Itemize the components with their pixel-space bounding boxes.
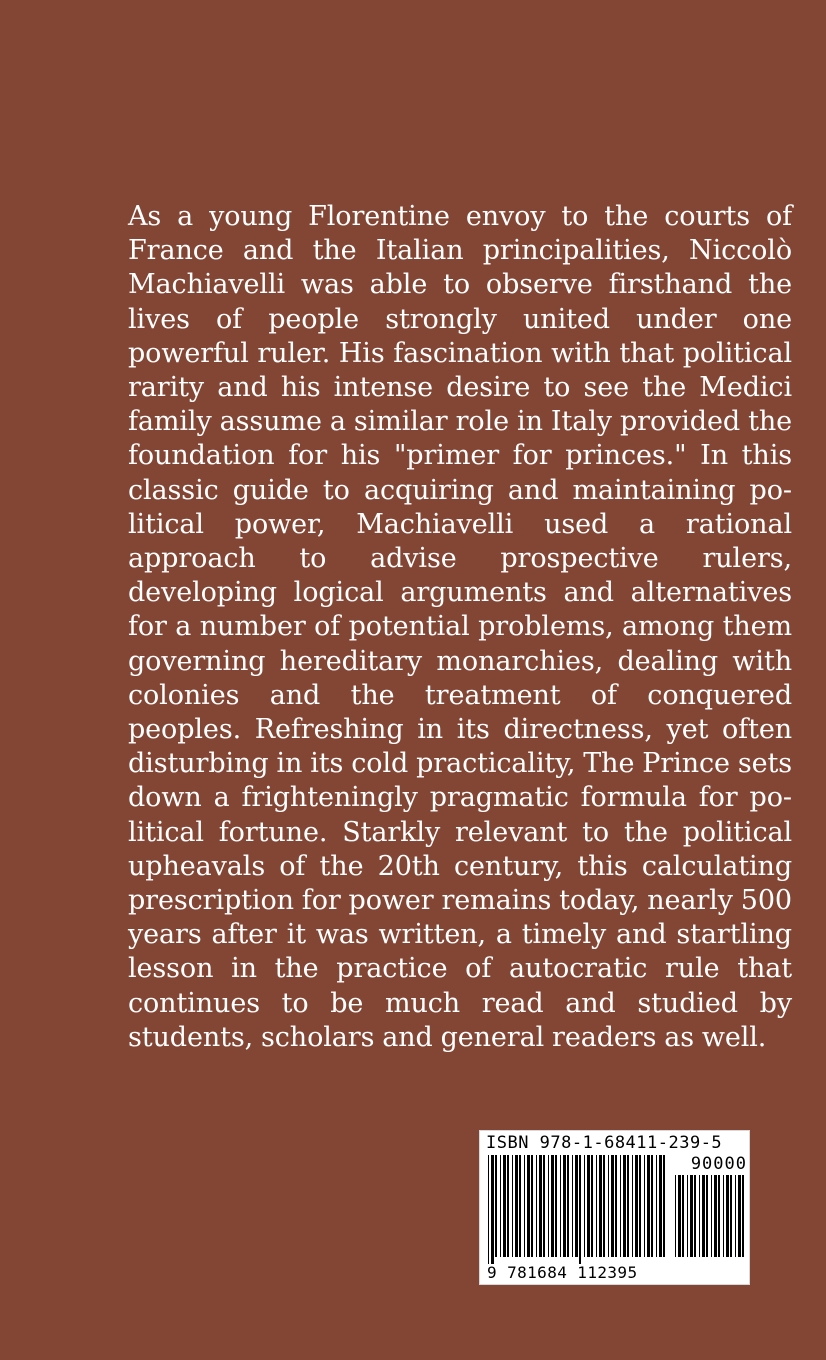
barcode-bar [507,1155,509,1257]
barcode-bar [555,1155,557,1257]
barcode-bar [742,1175,744,1257]
barcode-bar [635,1155,638,1257]
barcode-bar [647,1155,650,1257]
barcode-bar [503,1155,506,1257]
barcode-bar [575,1155,578,1257]
barcode-bar [527,1155,530,1257]
barcode-bar [524,1155,525,1257]
barcode-bar [702,1175,705,1257]
barcode-bar [587,1155,590,1257]
barcode-bar [599,1155,602,1257]
barcode-bar [620,1155,621,1257]
barcode-bar [711,1175,712,1257]
barcode-bar [551,1155,554,1257]
barcode-bar [714,1175,717,1257]
barcode-bar [723,1175,724,1257]
barcode-bar [603,1155,605,1257]
barcode-bar [687,1175,688,1257]
isbn-barcode-block [479,1130,750,1285]
barcode-bar [663,1155,665,1257]
barcode-bar [548,1155,549,1257]
barcode-bar [572,1155,573,1257]
price-addon-barcode [675,1175,745,1265]
barcode-bar [730,1175,732,1257]
barcode-bar [726,1175,729,1257]
barcode-bar [519,1155,521,1257]
barcode-bar [596,1155,597,1257]
barcode-bar [543,1155,545,1257]
barcode-bar [608,1155,609,1257]
barcode-bar [699,1175,700,1257]
barcode-bar [539,1155,542,1257]
barcode-bar [623,1155,626,1257]
barcode-bar [512,1155,513,1257]
barcode-bar [690,1175,693,1257]
barcode-bar [659,1155,662,1257]
ean13-barcode [488,1155,668,1265]
barcode-bar [500,1155,501,1257]
barcode-bar [560,1155,561,1257]
barcode-bar [515,1155,518,1257]
barcode-bar [651,1155,653,1257]
barcode-bar [735,1175,736,1257]
barcode-bar [567,1155,569,1257]
barcode-bar [488,1155,489,1265]
barcode-bar [682,1175,684,1257]
barcode-bar [718,1175,720,1257]
barcode-bar [644,1155,645,1257]
barcode-bar [706,1175,708,1257]
barcode-bar [536,1155,537,1257]
barcode-bar [615,1155,617,1257]
isbn-label: ISBN 978-1-68411-239-5 [486,1133,723,1153]
back-cover-blurb: As a young Florentine envoy to the courts of France and the Italian principalities, Niccolò Machiavelli was able to observe firsthand the lives of people strongly united under one powerful ruler. His fascination with that political rarity and his intense desire to see the Medici family assume a similar role in Italy provided the foundation for his "primer for princes." In this classic guide to acquiring and maintaining political power, Machiavelli used a rational approach to advise prospective rulers, developing logical arguments and alternatives for a number of potential problems, among them governing hereditary monarchies, dealing with colonies and the treatment of conquered peoples. Refreshing in its directness, yet often disturbing in its cold practicality, The Prince sets down a frighteningly pragmatic formula for political fortune. Starkly relevant to the political upheavals of the 20th century, this calculating prescription for power remains today, nearly 500 years after it was written, a timely and startling lesson in the practice of autocratic rule that continues to be much read and studied by students, scholars and general readers as well. [128,201,792,1053]
barcode-bar [495,1155,497,1257]
barcode-bar [584,1155,585,1257]
barcode-bar [491,1155,494,1265]
barcode-bar [694,1175,696,1257]
barcode-bar [627,1155,629,1257]
barcode-bar [656,1155,657,1257]
barcode-bar [678,1175,681,1257]
barcode-bar [675,1175,676,1257]
barcode-bar [579,1155,581,1265]
barcode-bar [531,1155,533,1257]
barcode-bar [738,1175,741,1257]
barcode-digits: 9 781684 112395 [487,1264,667,1282]
price-addon-number: 90000 [690,1154,747,1174]
barcode-bar [611,1155,614,1257]
barcode-bar [591,1155,593,1257]
barcode-bar [632,1155,633,1257]
barcode-bar [639,1155,641,1257]
barcode-bar [563,1155,566,1257]
